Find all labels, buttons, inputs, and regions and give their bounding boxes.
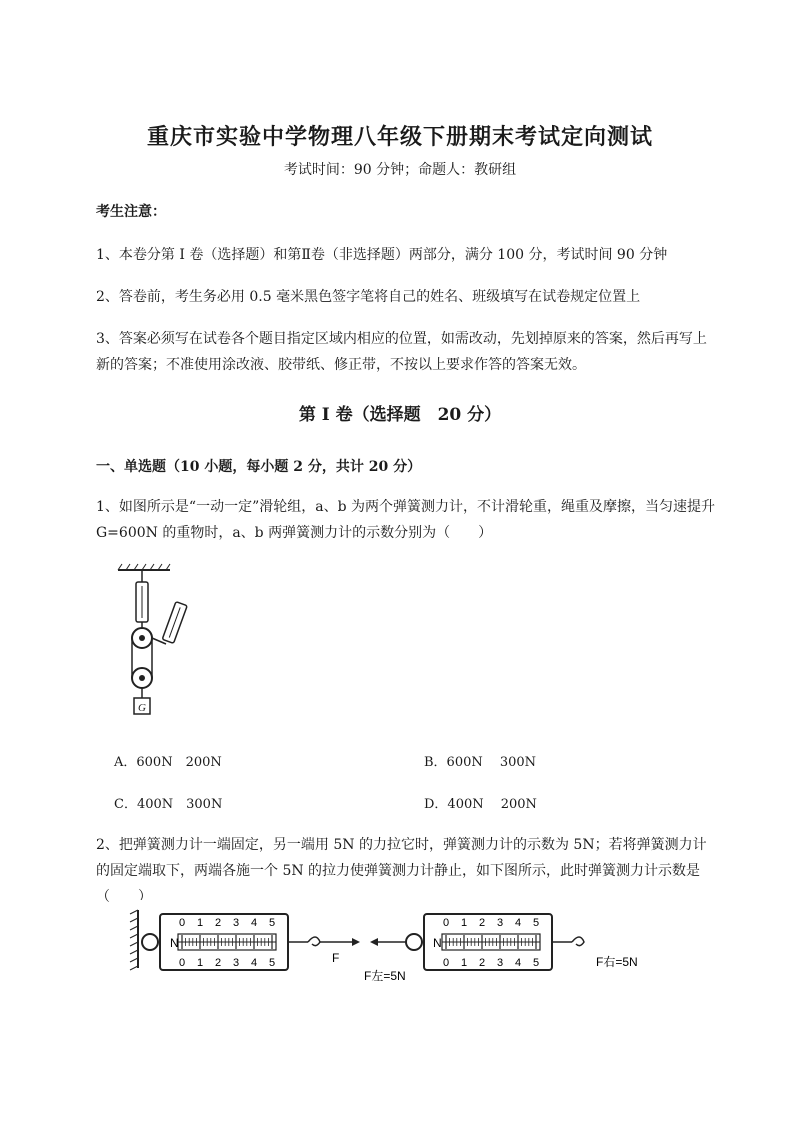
scale-digit-top: 1 [196, 917, 204, 929]
scale-digit-bottom: 3 [232, 957, 240, 969]
spring-scales-figure [120, 900, 680, 990]
notice-item-3: 3、答案必须写在试卷各个题目指定区域内相应的位置，如需改动，先划掉原来的答案，然后再写上新的答案；不准使用涂改液、胶带纸、修正带，不按以上要求作答的答案无效。 [96, 331, 707, 373]
notice-heading: 考生注意： [96, 204, 166, 220]
scale-digit-top: 0 [442, 917, 450, 929]
scale-digit-bottom: 0 [442, 957, 450, 969]
scale-digit-top: 4 [250, 917, 258, 929]
option-d[interactable]: D．400N 200N [424, 797, 537, 812]
force-left-label: F左=5N [364, 969, 406, 983]
section-title: 第 I 卷（选择题 20 分） [298, 405, 502, 425]
scale-digit-top: 0 [178, 917, 186, 929]
scale-digit-top: 5 [268, 917, 276, 929]
question-2-stem: 2、把弹簧测力计一端固定，另一端用 5N 的力拉它时，弹簧测力计的示数为 5N；若将弹簧测力计的固定端取下，两端各施一个 5N 的拉力使弹簧测力计静止，如下图所示，此时弹簧测力计示数是（ ） [96, 837, 707, 905]
spring-scale-b [162, 602, 187, 644]
wall-mount [130, 910, 138, 970]
scale-digit-bottom: 4 [514, 957, 522, 969]
svg-text:N: N [433, 936, 442, 950]
scale-digit-bottom: 5 [268, 957, 276, 969]
scale-digit-bottom: 1 [196, 957, 204, 969]
scale-digit-bottom: 5 [532, 957, 540, 969]
scale-digit-bottom: 3 [496, 957, 504, 969]
question-1-stem: 1、如图所示是“一动一定”滑轮组，a、b 为两个弹簧测力计，不计滑轮重，绳重及摩擦，当匀速提升 G=600N 的重物时，a、b 两弹簧测力计的示数分别为（ ） [96, 499, 715, 541]
ceiling-mount [118, 564, 170, 570]
scale-digit-bottom: 0 [178, 957, 186, 969]
pulley-system-figure [110, 560, 200, 720]
scale-digit-top: 2 [214, 917, 222, 929]
scale-digit-top: 4 [514, 917, 522, 929]
scale-digit-bottom: 2 [478, 957, 486, 969]
scale-digit-top: 5 [532, 917, 540, 929]
force-right-label: F右=5N [596, 955, 638, 969]
option-c[interactable]: C．400N 300N [114, 797, 223, 812]
exam-info: 考试时间：90 分钟；命题人：教研组 [283, 162, 517, 178]
page-title: 重庆市实验中学物理八年级下册期末考试定向测试 [146, 124, 653, 150]
option-a[interactable]: A．600N 200N [114, 755, 222, 770]
spring-scale-right [424, 914, 552, 970]
notice-item-1: 1、本卷分第 I 卷（选择题）和第Ⅱ卷（非选择题）两部分，满分 100 分，考试时间 90 分钟 [96, 247, 668, 263]
force-f-label: F [332, 951, 340, 965]
scale-digit-bottom: 2 [214, 957, 222, 969]
scale-digit-top: 2 [478, 917, 486, 929]
scale-digit-bottom: 1 [460, 957, 468, 969]
spring-scale-left [160, 914, 288, 970]
part-title: 一、单选题（10 小题，每小题 2 分，共计 20 分） [96, 459, 422, 475]
weight-label: G [138, 702, 146, 714]
scale-digit-top: 3 [232, 917, 240, 929]
notice-item-2: 2、答卷前，考生务必用 0.5 毫米黑色签字笔将自己的姓名、班级填写在试卷规定位置上 [96, 289, 641, 305]
scale-digit-bottom: 4 [250, 957, 258, 969]
option-b[interactable]: B．600N 300N [424, 755, 537, 770]
scale-digit-top: 1 [460, 917, 468, 929]
svg-text:N: N [170, 936, 179, 950]
scale-digit-top: 3 [496, 917, 504, 929]
